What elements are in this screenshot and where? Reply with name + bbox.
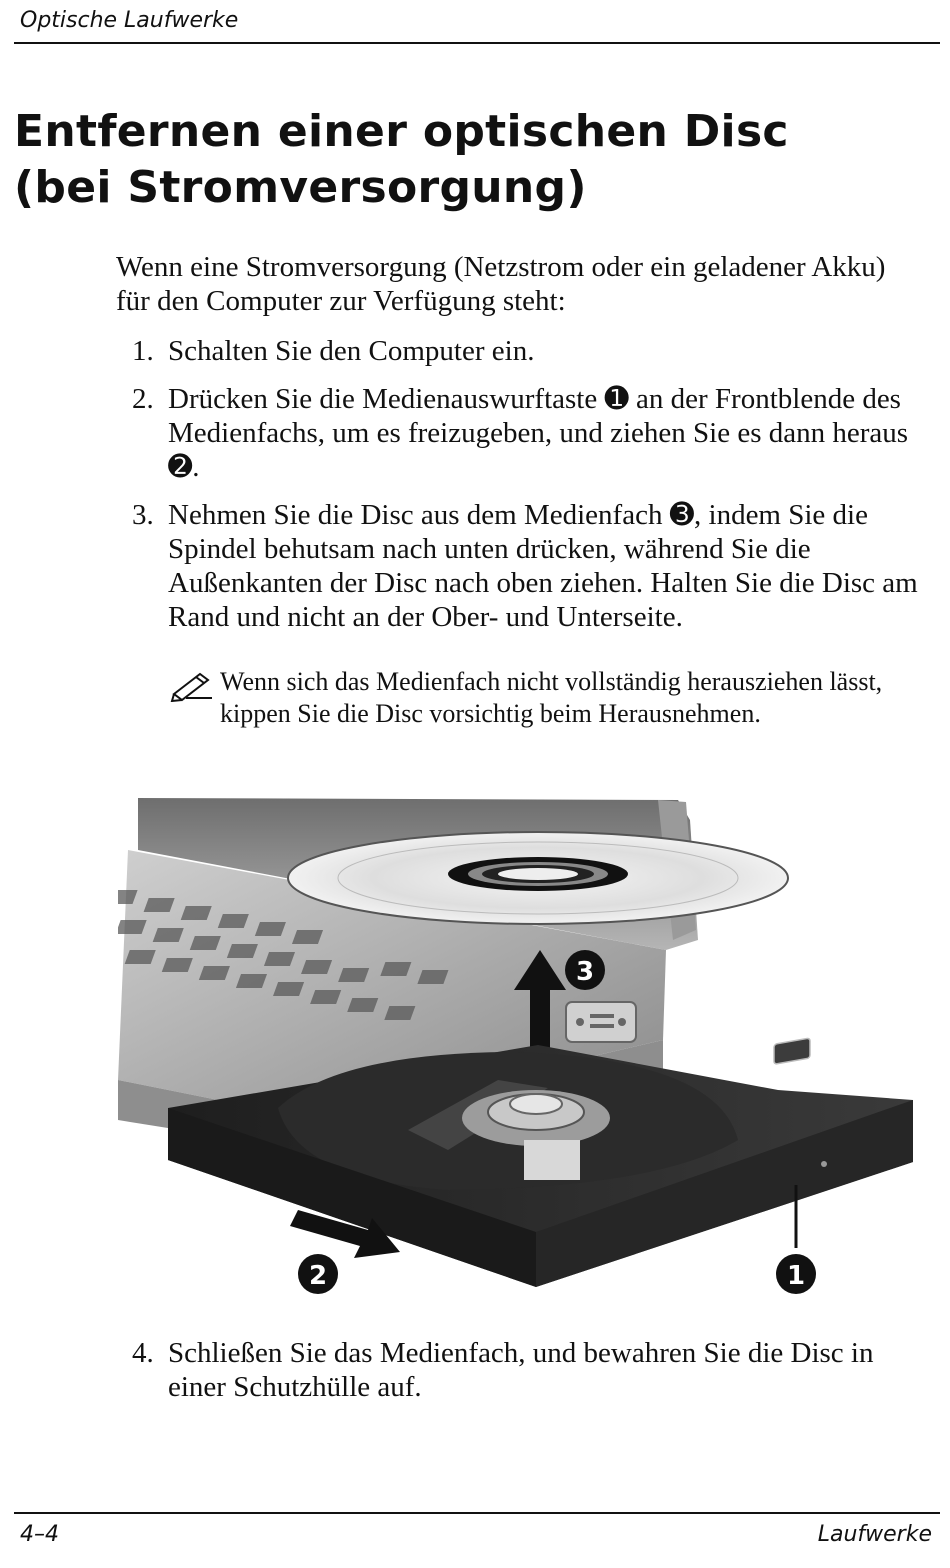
footer-rule <box>14 1512 940 1514</box>
page-title <box>14 104 789 216</box>
step-item <box>116 1336 936 1404</box>
step-number: 2. <box>132 383 154 415</box>
step-text: Nehmen Sie die Disc aus dem Medienfach ➌, indem Sie die Spindel behutsam nach unten drücken, während Sie die Außenkanten der Disc nach oben ziehen. Halten Sie die Disc am Rand und nicht an der Ober- und Unterseite. <box>168 499 918 633</box>
disc-removal-illustration <box>118 790 918 1300</box>
svg-text:3: 3 <box>575 957 595 987</box>
header-rule <box>14 42 940 44</box>
intro-paragraph: Wenn eine Stromversorgung (Netzstrom oder ein geladener Akku) für den Computer zur Verfügung steht: <box>116 251 886 317</box>
step-number: 3. <box>132 499 154 531</box>
step-text: Schalten Sie den Computer ein. <box>168 335 535 367</box>
svg-text:1: 1 <box>786 1261 806 1291</box>
callout-1 <box>776 1254 816 1294</box>
step-number: 4. <box>132 1337 154 1369</box>
svg-text:2: 2 <box>308 1261 328 1291</box>
step-item <box>116 334 936 368</box>
running-header: Optische Laufwerke <box>20 8 239 33</box>
step-text: Schließen Sie das Medienfach, und bewahren Sie die Disc in einer Schutzhülle auf. <box>168 1337 874 1403</box>
note-box <box>170 666 910 730</box>
page-number: 4–4 <box>20 1522 59 1547</box>
callout-3 <box>565 950 605 990</box>
callout-2 <box>298 1254 338 1294</box>
optical-disc <box>288 832 788 924</box>
step-text: Drücken Sie die Medienauswurftaste ➊ an der Frontblende des Medienfachs, um es freizugeben, und ziehen Sie es dann heraus ➋. <box>168 383 909 483</box>
step-item <box>116 382 936 484</box>
chapter-name: Laufwerke <box>817 1522 932 1547</box>
page-title-line-1: Entfernen einer optischen Disc <box>14 106 789 157</box>
steps-list-continued <box>116 1336 936 1418</box>
step-item <box>116 498 936 634</box>
steps-list <box>116 334 936 648</box>
note-text: Wenn sich das Medienfach nicht vollständig herausziehen lässt, kippen Sie die Disc vorsichtig beim Herausnehmen. <box>220 667 883 728</box>
pencil-note-icon <box>170 668 214 702</box>
page-title-line-2: (bei Stromversorgung) <box>14 162 587 213</box>
step-number: 1. <box>132 335 154 367</box>
